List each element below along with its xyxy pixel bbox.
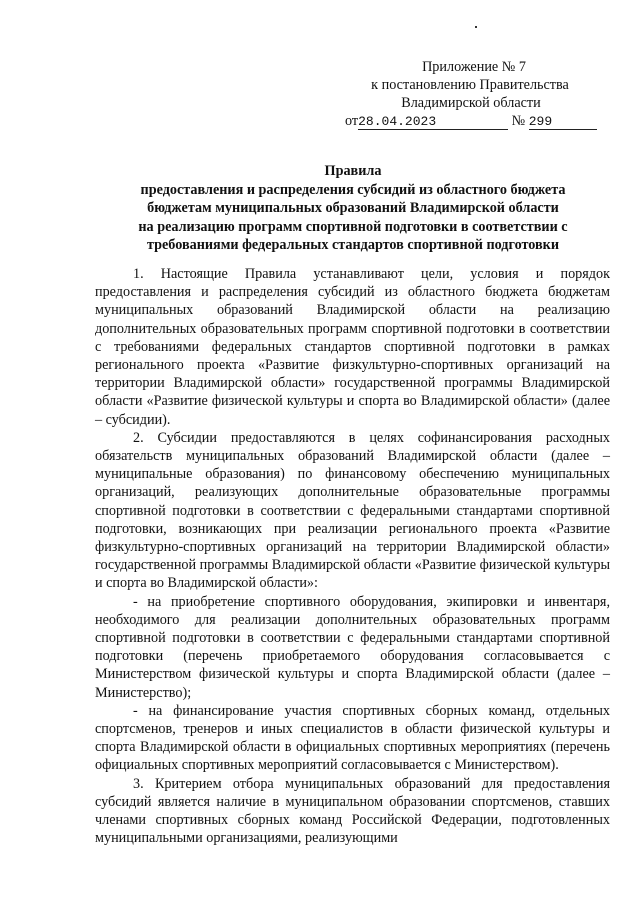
title-line-2: предоставления и распределения субсидий из областного бюджета <box>140 181 566 198</box>
appendix-decree: к постановлению Правительства <box>371 77 569 93</box>
decree-date: 28.04.2023 <box>358 114 508 130</box>
title-line-5: требованиями федеральных стандартов спортивной подготовки <box>146 237 560 253</box>
document-title <box>88 162 618 255</box>
paragraph-2: 2. Субсидии предоставляются в целях софинансирования расходных обязательств муниципальных образований Владимирской области (далее – муниципальные образования) по финансовому обеспечению муниципальных организаций, реализующих дополнительные образовательные программы спортивной подготовки в соответствии с федеральными стандартами спортивной подготовки, возникающих при реализации регионального проекта «Развитие физкультурно-спортивных организаций на территории Владимирской области» государственной программы Владимирской области «Развитие физической культуры и спорта во Владимирской области»: <box>95 429 610 592</box>
appendix-region: Владимирской области <box>401 95 541 111</box>
appendix-title: Приложение № 7 <box>422 59 526 75</box>
scan-dot <box>475 26 477 28</box>
appendix-header <box>345 58 595 130</box>
document-body <box>95 265 610 848</box>
paragraph-2-item-1: - на приобретение спортивного оборудования, экипировки и инвентаря, необходимого для реализации дополнительных образовательных программ спортивной подготовки в соответствии с федеральными стандартами спортивной подготовки (перечень приобретаемого оборудования согласовывается с Министерством физической культуры и спорта Владимирской области (далее – Министерство); <box>95 593 610 701</box>
paragraph-3: 3. Критерием отбора муниципальных образований для предоставления субсидий является наличие в муниципальном образовании спортсменов, ставших членами спортивных сборных команд Российской Федерации, подготовленных муниципальными организациями, реализующими <box>95 775 610 847</box>
title-line-1: Правила <box>324 163 382 179</box>
title-line-4: на реализацию программ спортивной подготовки в соответствии с <box>138 218 568 235</box>
paragraph-2-item-2: - на финансирование участия спортивных сборных команд, отдельных спортсменов, тренеров и иных специалистов в области физической культуры и спорта Владимирской области в официальных спортивных мероприятиях (перечень официальных спортивных мероприятий согласовывается с Министерством). <box>95 702 610 774</box>
from-label: от <box>345 113 359 129</box>
decree-number: 299 <box>529 114 597 130</box>
paragraph-1: 1. Настоящие Правила устанавливают цели, условия и порядок предоставления и распределения субсидий из областного бюджета бюджетам муниципальных образований Владимирской области на реализацию дополнительных образовательных программ спортивной подготовки в соответствии с требованиями федеральных стандартов спортивной подготовки в рамках регионального проекта «Развитие физкультурно-спортивных организаций на территории Владимирской области» государственной программы Владимирской области «Развитие физической культуры и спорта во Владимирской области» (далее – субсидии). <box>95 266 610 428</box>
appendix-date-line <box>345 112 595 130</box>
title-line-3: бюджетам муниципальных образований Владимирской области <box>147 200 559 216</box>
number-label: № <box>511 113 526 129</box>
